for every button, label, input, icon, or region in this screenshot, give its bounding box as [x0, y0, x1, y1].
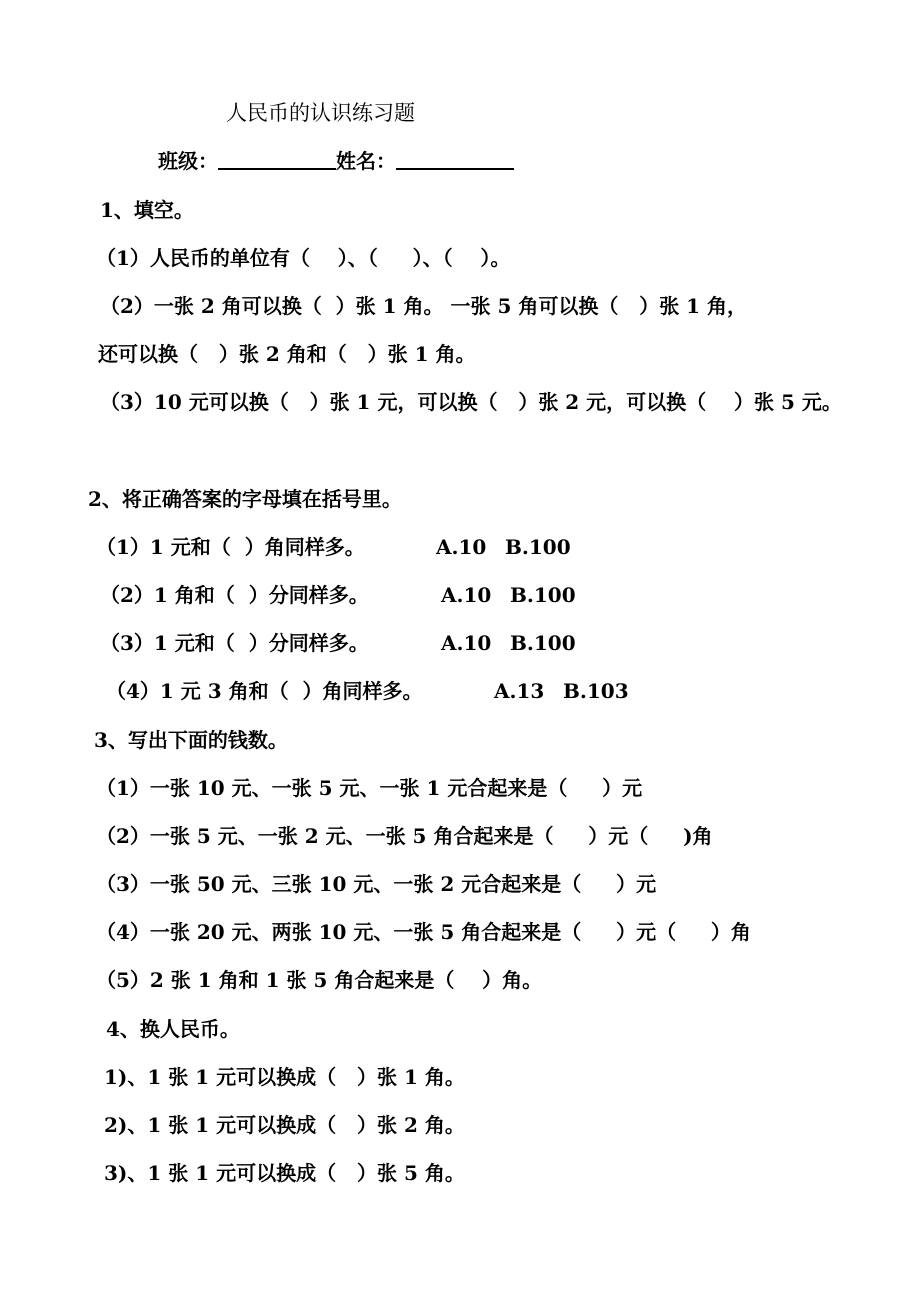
q3-line-4: （4）一张 20 元、两张 10 元、一张 5 角合起来是（ ）元（ ）角	[96, 920, 751, 944]
class-name-row	[158, 148, 514, 174]
q2-item-text: （1）1 元和（ ）角同样多。	[96, 535, 365, 559]
q2-option-b: B.100	[510, 631, 576, 655]
q1-line-1: （1）人民币的单位有（ ）、（ ）、（ ）。	[96, 246, 511, 270]
q1-heading: 1、填空。	[100, 198, 194, 222]
q2-item-text: （2）1 角和（ ）分同样多。	[100, 583, 369, 607]
q3-line-1: （1）一张 10 元、一张 5 元、一张 1 元合起来是（ ）元	[96, 776, 643, 800]
q2-option-b: B.100	[505, 535, 571, 559]
q2-item-4	[106, 678, 423, 704]
q2-item-text: （3）1 元和（ ）分同样多。	[100, 631, 369, 655]
q4-line-3: 3)、1 张 1 元可以换成（ ）张 5 角。	[104, 1161, 465, 1185]
q1-line-4: （3）10 元可以换（ ）张 1 元，可以换（ ）张 2 元，可以换（ ）张 5 元。	[100, 390, 842, 414]
q1-line-2: （2）一张 2 角可以换（ ）张 1 角。 一张 5 角可以换（ ）张 1 角，	[100, 294, 748, 318]
q4-line-1: 1)、1 张 1 元可以换成（ ）张 1 角。	[104, 1065, 465, 1089]
q4-heading: 4、换人民币。	[106, 1017, 240, 1041]
page-title: 人民币的认识练习题	[226, 101, 415, 125]
class-blank[interactable]	[218, 148, 336, 170]
q2-item-text: （4）1 元 3 角和（ ）角同样多。	[106, 679, 423, 703]
class-label: 班级：	[158, 149, 218, 173]
q3-line-2: （2）一张 5 元、一张 2 元、一张 5 角合起来是（ ）元（ )角	[96, 824, 713, 848]
q2-item-2	[100, 582, 369, 608]
q2-option-a: A.10	[436, 535, 487, 559]
q1-line-3: 还可以换（ ）张 2 角和（ ）张 1 角。	[98, 342, 476, 366]
q2-heading: 2、将正确答案的字母填在括号里。	[88, 487, 402, 511]
q2-option-a: A.10	[441, 583, 492, 607]
q2-option-a: A.10	[441, 631, 492, 655]
q4-line-2: 2)、1 张 1 元可以换成（ ）张 2 角。	[104, 1113, 465, 1137]
name-blank[interactable]	[396, 148, 514, 170]
q2-item-1	[96, 534, 365, 560]
q3-heading: 3、写出下面的钱数。	[94, 728, 288, 752]
q2-option-b: B.103	[563, 679, 629, 703]
q2-item-3	[100, 630, 369, 656]
q2-option-b: B.100	[510, 583, 576, 607]
q2-option-a: A.13	[494, 679, 545, 703]
q3-line-3: （3）一张 50 元、三张 10 元、一张 2 元合起来是（ ）元	[96, 872, 657, 896]
name-label: 姓名：	[336, 149, 396, 173]
q3-line-5: （5）2 张 1 角和 1 张 5 角合起来是（ ）角。	[96, 968, 543, 992]
